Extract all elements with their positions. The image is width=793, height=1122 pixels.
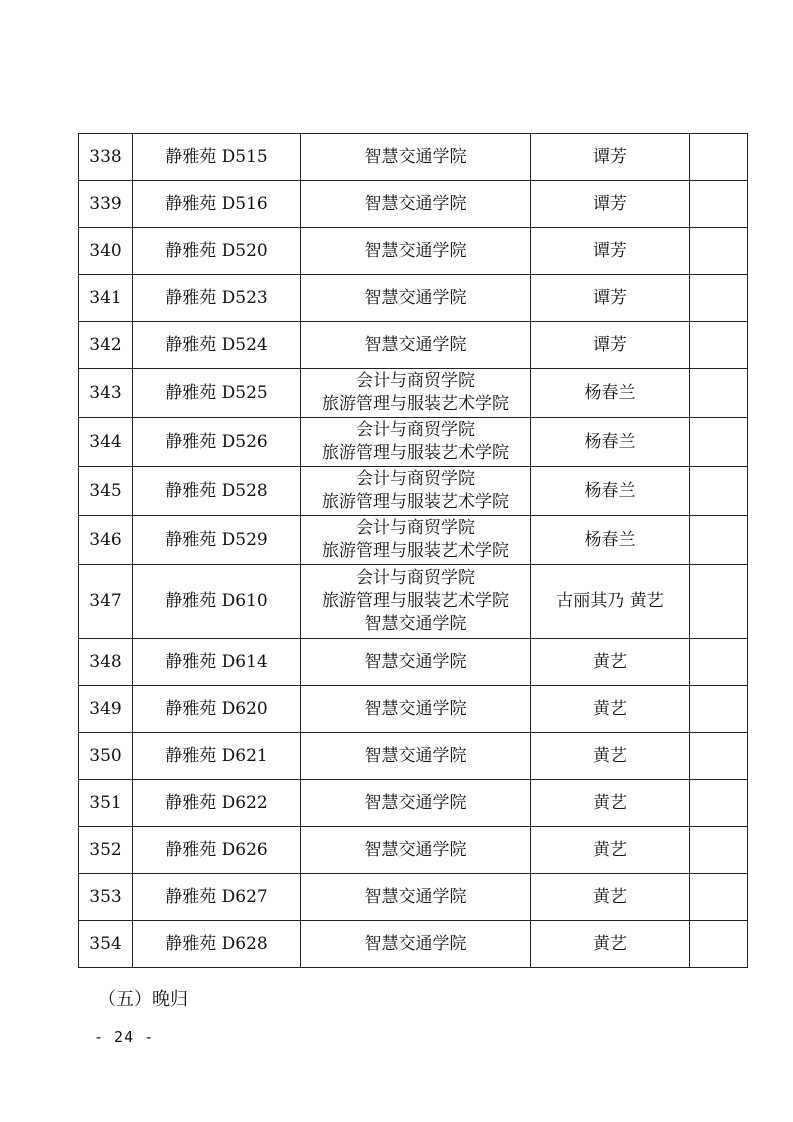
college-name: 智慧交通学院	[364, 698, 467, 719]
college-cell	[301, 228, 531, 275]
college-name: 旅游管理与服装艺术学院	[322, 443, 509, 463]
college-cell	[301, 467, 531, 516]
table-row	[79, 565, 748, 639]
college-name: 智慧交通学院	[364, 193, 467, 214]
dorm-room: 静雅苑 D626	[133, 827, 301, 874]
note-cell	[690, 181, 748, 228]
row-number: 340	[79, 228, 133, 275]
row-number: 347	[79, 565, 133, 639]
row-number: 349	[79, 686, 133, 733]
responsible-person: 黄艺	[531, 780, 690, 827]
note-cell	[690, 228, 748, 275]
dormitory-table-body	[79, 134, 748, 968]
table-row	[79, 780, 748, 827]
table-row	[79, 921, 748, 968]
note-cell	[690, 565, 748, 639]
dorm-room: 静雅苑 D525	[133, 369, 301, 418]
dorm-room: 静雅苑 D516	[133, 181, 301, 228]
college-cell	[301, 874, 531, 921]
dorm-room: 静雅苑 D524	[133, 322, 301, 369]
note-cell	[690, 827, 748, 874]
college-name: 智慧交通学院	[364, 745, 467, 766]
college-cell	[301, 827, 531, 874]
row-number: 343	[79, 369, 133, 418]
college-cell	[301, 322, 531, 369]
row-number: 346	[79, 516, 133, 565]
college-cell	[301, 780, 531, 827]
college-cell	[301, 921, 531, 968]
table-row	[79, 418, 748, 467]
responsible-person: 黄艺	[531, 827, 690, 874]
dorm-room: 静雅苑 D620	[133, 686, 301, 733]
row-number: 338	[79, 134, 133, 181]
dorm-room: 静雅苑 D526	[133, 418, 301, 467]
college-name: 智慧交通学院	[364, 886, 467, 907]
college-name: 智慧交通学院	[364, 334, 467, 355]
note-cell	[690, 369, 748, 418]
table-row	[79, 275, 748, 322]
college-name: 智慧交通学院	[364, 651, 467, 672]
responsible-person: 杨春兰	[531, 418, 690, 467]
responsible-person: 杨春兰	[531, 369, 690, 418]
page-number: - 24 -	[94, 1028, 155, 1046]
row-number: 350	[79, 733, 133, 780]
college-name: 会计与商贸学院	[356, 420, 475, 440]
college-cell	[301, 565, 531, 639]
college-cell	[301, 639, 531, 686]
table-row	[79, 686, 748, 733]
table-row	[79, 322, 748, 369]
row-number: 342	[79, 322, 133, 369]
college-cell	[301, 181, 531, 228]
college-name: 会计与商贸学院	[356, 568, 475, 588]
dorm-room: 静雅苑 D528	[133, 467, 301, 516]
responsible-person: 谭芳	[531, 228, 690, 275]
college-name: 会计与商贸学院	[356, 469, 475, 489]
dormitory-table	[78, 133, 748, 968]
note-cell	[690, 639, 748, 686]
row-number: 353	[79, 874, 133, 921]
college-name: 会计与商贸学院	[356, 518, 475, 538]
dorm-room: 静雅苑 D610	[133, 565, 301, 639]
responsible-person: 黄艺	[531, 733, 690, 780]
note-cell	[690, 275, 748, 322]
row-number: 351	[79, 780, 133, 827]
college-name: 会计与商贸学院	[356, 371, 475, 391]
note-cell	[690, 516, 748, 565]
dorm-room: 静雅苑 D515	[133, 134, 301, 181]
row-number: 345	[79, 467, 133, 516]
table-row	[79, 874, 748, 921]
note-cell	[690, 874, 748, 921]
dorm-room: 静雅苑 D523	[133, 275, 301, 322]
dorm-room: 静雅苑 D627	[133, 874, 301, 921]
dorm-room: 静雅苑 D622	[133, 780, 301, 827]
responsible-person: 黄艺	[531, 686, 690, 733]
responsible-person: 黄艺	[531, 874, 690, 921]
table-row	[79, 827, 748, 874]
college-name: 旅游管理与服装艺术学院	[322, 394, 509, 414]
row-number: 344	[79, 418, 133, 467]
table-row	[79, 369, 748, 418]
dorm-room: 静雅苑 D621	[133, 733, 301, 780]
table-row	[79, 134, 748, 181]
table-row	[79, 467, 748, 516]
table-row	[79, 516, 748, 565]
row-number: 339	[79, 181, 133, 228]
row-number: 352	[79, 827, 133, 874]
note-cell	[690, 686, 748, 733]
row-number: 341	[79, 275, 133, 322]
college-name: 旅游管理与服装艺术学院	[322, 541, 509, 561]
note-cell	[690, 418, 748, 467]
responsible-person: 黄艺	[531, 639, 690, 686]
college-name: 旅游管理与服装艺术学院	[322, 492, 509, 512]
dorm-room: 静雅苑 D628	[133, 921, 301, 968]
table-row	[79, 639, 748, 686]
responsible-person: 杨春兰	[531, 467, 690, 516]
college-name: 智慧交通学院	[364, 240, 467, 261]
responsible-person: 谭芳	[531, 275, 690, 322]
college-name: 智慧交通学院	[364, 839, 467, 860]
responsible-person: 谭芳	[531, 134, 690, 181]
college-name: 智慧交通学院	[364, 792, 467, 813]
responsible-person: 谭芳	[531, 181, 690, 228]
table-row	[79, 228, 748, 275]
college-cell	[301, 733, 531, 780]
college-name: 智慧交通学院	[364, 614, 467, 634]
table-row	[79, 733, 748, 780]
responsible-person: 杨春兰	[531, 516, 690, 565]
college-cell	[301, 516, 531, 565]
note-cell	[690, 780, 748, 827]
dorm-room: 静雅苑 D529	[133, 516, 301, 565]
note-cell	[690, 467, 748, 516]
note-cell	[690, 134, 748, 181]
college-name: 智慧交通学院	[364, 933, 467, 954]
row-number: 348	[79, 639, 133, 686]
note-cell	[690, 921, 748, 968]
dorm-room: 静雅苑 D520	[133, 228, 301, 275]
college-cell	[301, 418, 531, 467]
college-name: 智慧交通学院	[364, 146, 467, 167]
dorm-room: 静雅苑 D614	[133, 639, 301, 686]
responsible-person: 谭芳	[531, 322, 690, 369]
section-heading: （五）晚归	[98, 989, 188, 1010]
college-cell	[301, 686, 531, 733]
table-row	[79, 181, 748, 228]
note-cell	[690, 733, 748, 780]
row-number: 354	[79, 921, 133, 968]
college-cell	[301, 134, 531, 181]
college-name: 智慧交通学院	[364, 287, 467, 308]
responsible-person: 黄艺	[531, 921, 690, 968]
responsible-person: 古丽其乃 黄艺	[531, 565, 690, 639]
note-cell	[690, 322, 748, 369]
college-name: 旅游管理与服装艺术学院	[322, 591, 509, 611]
college-cell	[301, 369, 531, 418]
college-cell	[301, 275, 531, 322]
